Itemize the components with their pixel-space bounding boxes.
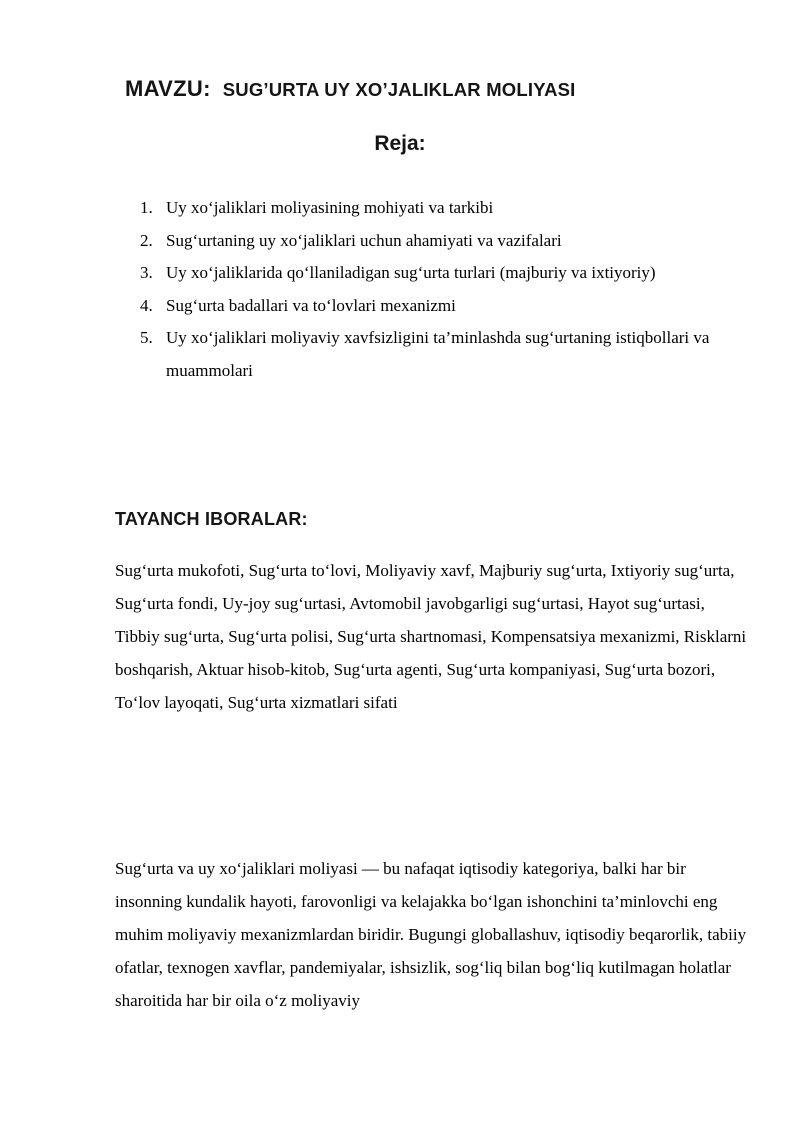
plan-item	[140, 290, 752, 323]
keywords-paragraph: Sug‘urta mukofoti, Sug‘urta to‘lovi, Moliyaviy xavf, Majburiy sug‘urta, Ixtiyoriy sug‘urta, Sug‘urta fondi, Uy-joy sug‘urtasi, Avtomobil javobgarligi sug‘urtasi, Hayot sug‘urtasi, Tibbiy sug‘urta, Sug‘urta polisi, Sug‘urta shartnomasi, Kompensatsiya mexanizmi, Risklarni boshqarish, Aktuar hisob-kitob, Sug‘urta agenti, Sug‘urta kompaniyasi, Sug‘urta bozori, To‘lov layoqati, Sug‘urta xizmatlari sifati	[115, 561, 747, 712]
intro-paragraph: Sug‘urta va uy xo‘jaliklari moliyasi — bu nafaqat iqtisodiy kategoriya, balki har bir insonning kundalik hayoti, farovonligi va kelajakka bo‘lgan ishonchini ta’minlovchi eng muhim moliyaviy mexanizmlardan biridir. Bugungi globallashuv, iqtisodiy beqarorlik, tabiiy ofatlar, texnogen xavflar, pandemiyalar, ishsizlik, sog‘liq bilan bog‘liq kutilmagan holatlar sharoitida har bir oila o‘z moliyaviy	[115, 859, 747, 1010]
plan-item-number: 4.	[140, 295, 153, 315]
plan-item-number: 3.	[140, 263, 153, 282]
plan-item-text: Uy xo‘jaliklari moliyasining mohiyati va tarkibi	[166, 198, 494, 217]
plan-item	[140, 192, 752, 225]
plan-heading: Reja:	[374, 132, 426, 155]
plan-item-number: 2.	[140, 230, 153, 250]
keywords-heading: TAYANCH IBORALAR:	[115, 509, 308, 529]
plan-item	[140, 257, 752, 290]
plan-item-text: Uy xo‘jaliklari moliyaviy xavfsizligini ta’minlashda sug‘urtaning istiqbollari va muammolari	[166, 328, 710, 380]
plan-item-text: Sug‘urtaning uy xo‘jaliklari uchun ahamiyati va vazifalari	[166, 230, 562, 250]
plan-item-number: 5.	[140, 328, 153, 347]
plan-item-text: Sug‘urta badallari va to‘lovlari mexanizmi	[166, 295, 456, 315]
plan-list	[140, 192, 752, 387]
topic-title: SUG’URTA UY XO’JALIKLAR MOLIYASI	[222, 79, 576, 100]
plan-item	[140, 225, 752, 258]
document-title-line	[125, 76, 752, 102]
plan-item	[140, 322, 752, 387]
plan-item-text: Uy xo‘jaliklarida qo‘llaniladigan sug‘urta turlari (majburiy va ixtiyoriy)	[166, 263, 656, 282]
plan-item-number: 1.	[140, 198, 153, 217]
topic-label: MAVZU:	[125, 76, 211, 101]
